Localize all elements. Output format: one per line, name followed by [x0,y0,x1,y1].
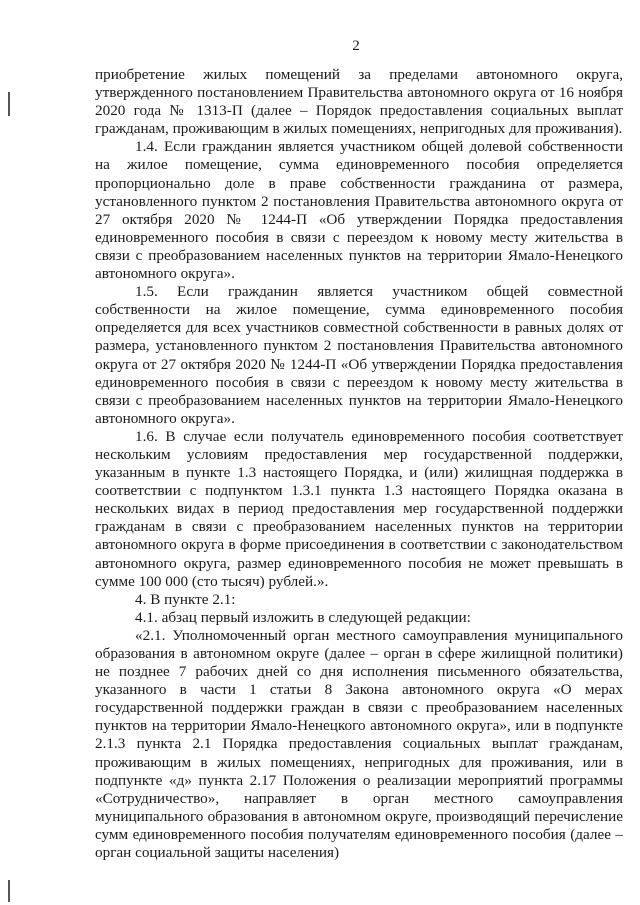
document-body [95,66,623,862]
scan-edge-mark [8,880,10,902]
paragraph-continuation: приобретение жилых помещений за пределами автономного округа, утвержденного постановлением Правительства автономного округа от 16 ноября 2020 года № 1313-П (далее – Порядок предоставления социальных выплат гражданам, проживающим в жилых помещениях, непригодных для проживания). [95,66,623,138]
paragraph-4: 4. В пункте 2.1: [135,590,236,608]
scan-edge-mark [8,92,10,116]
page-number: 2 [352,38,360,54]
paragraph-2-1: «2.1. Уполномоченный орган местного самоуправления муниципального образования в автономном округе (далее – орган в сфере жилищной политики) не позднее 7 рабочих дней со дня исполнения письменного обязательства, указанного в части 1 статьи 8 Закона автономного округа «О мерах государственной поддержки граждан в связи с преобразованием населенных пунктов на территории Ямало-Ненецкого автономного округа», или в подпункте 2.1.3 пункта 2.1 Порядка предоставления социальных выплат гражданам, проживающим в жилых помещениях, непригодных для проживания, или в подпункте «д» пункта 2.17 Положения о реализации мероприятий программы «Сотрудничество», направляет в орган местного самоуправления муниципального образования в автономном округе, производящий перечисление сумм единовременного пособия получателям единовременного пособия (далее – орган социальной защиты населения) [95,626,623,862]
paragraph-1-5: 1.5. Если гражданин является участником общей совместной собственности на жилое помещение, сумма единовременного пособия определяется для всех участников совместной собственности в равных долях от размера, установленного пунктом 2 постановления Правительства автономного округа от 27 октября 2020 № 1244-П «Об утверждении Порядка предоставления единовременного пособия в связи с переездом к новому месту жительства в связи с преобразованием населенных пунктов на территории Ямало-Ненецкого автономного округа». [95,283,623,427]
paragraph-4-1: 4.1. абзац первый изложить в следующей редакции: [135,608,471,626]
paragraph-1-4: 1.4. Если гражданин является участником общей долевой собственности на жилое помещение, сумма единовременного пособия определяется пропорционально доле в праве собственности гражданина от размера, установленного пунктом 2 постановления Правительства автономного округа от 27 октября 2020 № 1244-П «Об утверждении Порядка предоставления единовременного пособия в связи с переездом к новому месту жительства в связи с преобразованием населенных пунктов на территории Ямало-Ненецкого автономного округа». [95,138,623,283]
paragraph-1-6: 1.6. В случае если получатель единовременного пособия соответствует нескольким условиям предоставления мер государственной поддержки, указанным в пункте 1.3 настоящего Порядка, и (или) жилищная поддержка в соответствии с подпунктом 1.3.1 пункта 1.3 настоящего Порядка оказана в нескольких видах в период предоставления мер государственной поддержки гражданам в связи с преобразованием населенных пунктов на территории автономного округа в форме присоединения в соответствии с законодательством автономного округа, размер единовременного пособия не может превышать в сумме 100 000 (сто тысяч) рублей.». [95,427,623,590]
